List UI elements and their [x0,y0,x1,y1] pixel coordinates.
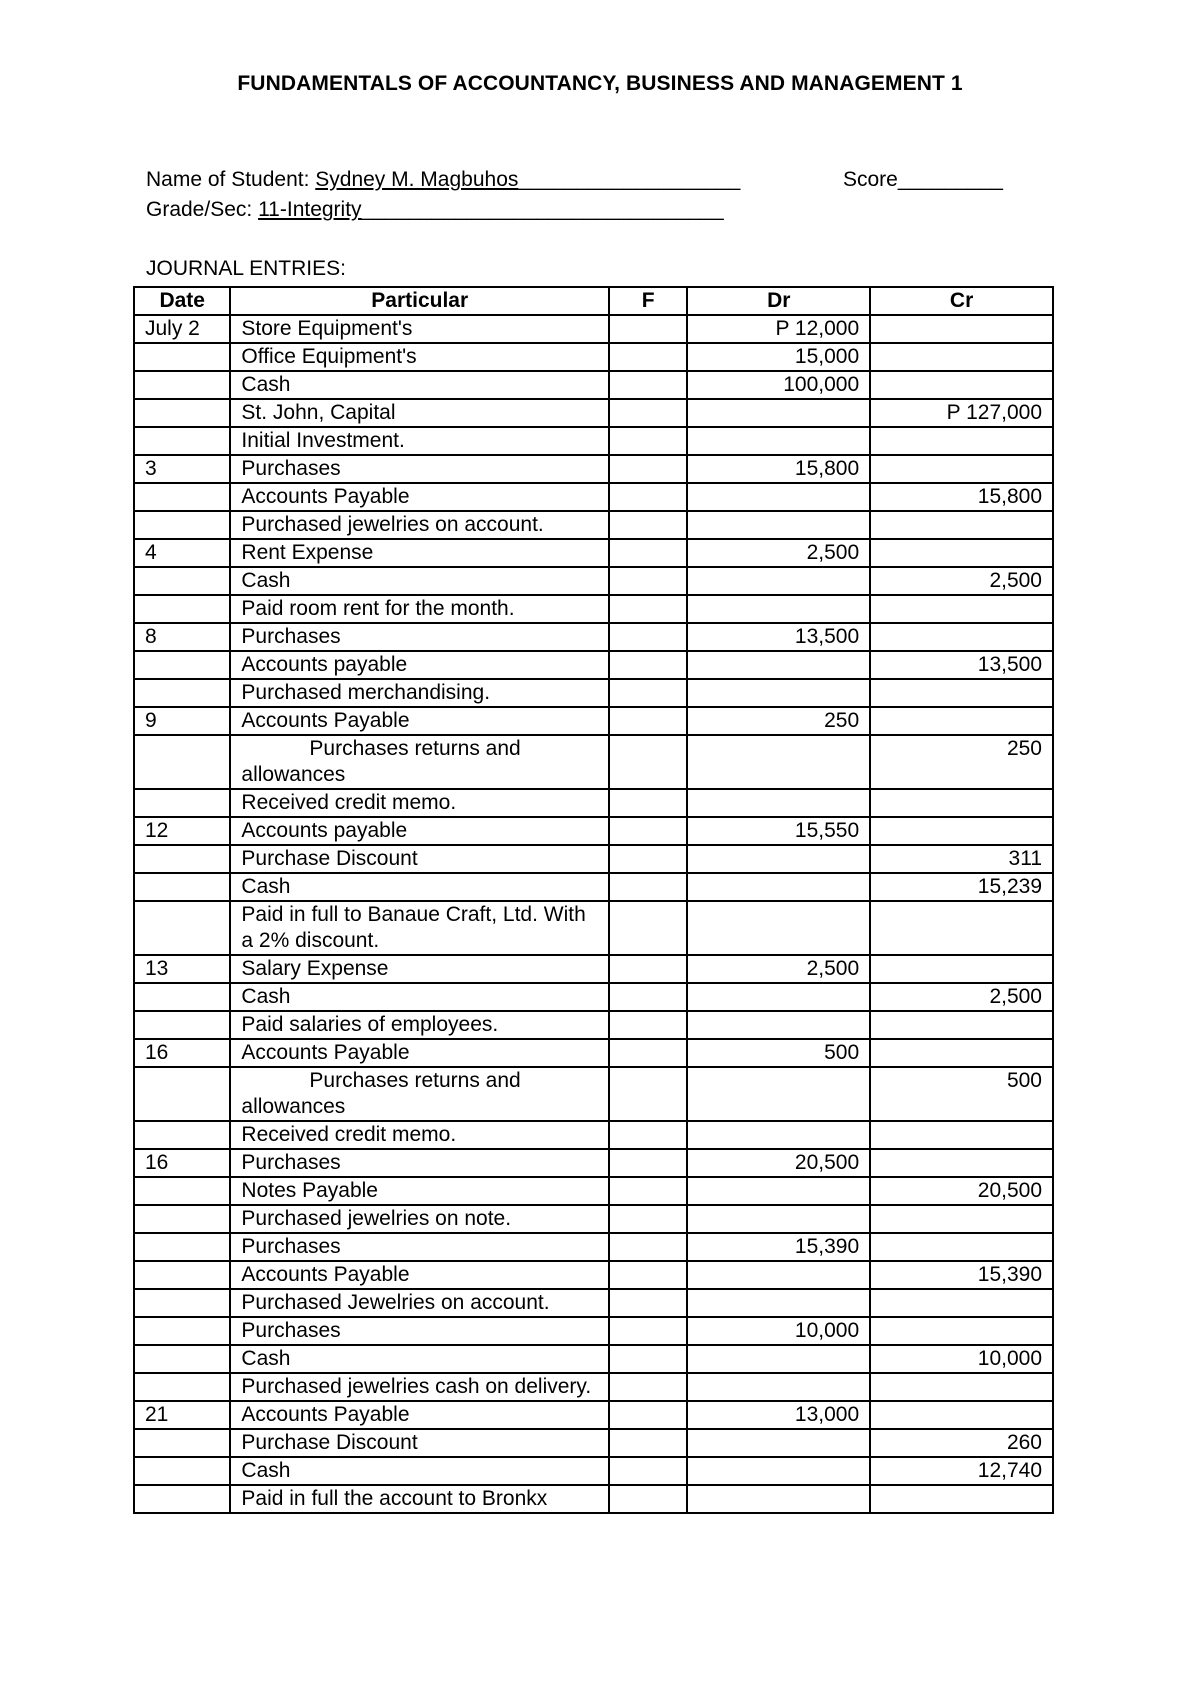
table-row [134,1067,1053,1121]
table-row [134,1345,1053,1373]
debit-cell: 250 [687,707,870,735]
date-cell: 12 [134,817,230,845]
table-row [134,955,1053,983]
date-cell [134,371,230,399]
date-cell: 16 [134,1149,230,1177]
folio-cell [609,1485,687,1513]
debit-cell [687,1121,870,1149]
debit-cell [687,789,870,817]
column-header-date: Date [134,287,230,315]
journal-entries-label: JOURNAL ENTRIES: [146,257,346,280]
debit-cell [687,901,870,955]
credit-cell [870,595,1053,623]
debit-cell [687,1485,870,1513]
debit-cell: P 12,000 [687,315,870,343]
folio-cell [609,789,687,817]
particular-cell: Purchases [230,1317,609,1345]
debit-cell: 13,000 [687,1401,870,1429]
score-label: Score [843,168,898,191]
debit-cell: 100,000 [687,371,870,399]
folio-cell [609,1317,687,1345]
date-cell: 8 [134,623,230,651]
folio-cell [609,1205,687,1233]
particular-cell: Cash [230,1345,609,1373]
folio-cell [609,343,687,371]
table-row [134,1429,1053,1457]
credit-cell: 15,239 [870,873,1053,901]
table-row [134,595,1053,623]
credit-cell: 2,500 [870,983,1053,1011]
folio-cell [609,1457,687,1485]
folio-cell [609,735,687,789]
debit-cell [687,1177,870,1205]
folio-cell [609,1011,687,1039]
date-cell [134,1067,230,1121]
folio-cell [609,1401,687,1429]
particular-cell: Paid in full to Banaue Craft, Ltd. With a 2% discount. [230,901,609,955]
credit-cell: 10,000 [870,1345,1053,1373]
particular-cell: Cash [230,371,609,399]
column-header-cr: Cr [870,287,1053,315]
table-row [134,983,1053,1011]
credit-cell: 260 [870,1429,1053,1457]
date-cell [134,735,230,789]
date-cell [134,679,230,707]
table-row [134,371,1053,399]
date-cell [134,1177,230,1205]
date-cell [134,483,230,511]
date-cell [134,1429,230,1457]
grade-section-line [146,198,724,222]
grade-label: Grade/Sec: [146,198,259,221]
table-row [134,1485,1053,1513]
credit-cell [870,1233,1053,1261]
credit-cell [870,817,1053,845]
date-cell [134,1121,230,1149]
table-row [134,1177,1053,1205]
particular-cell: Purchased jewelries on account. [230,511,609,539]
folio-cell [609,983,687,1011]
credit-cell: 13,500 [870,651,1053,679]
debit-cell [687,483,870,511]
date-cell [134,1373,230,1401]
date-cell [134,595,230,623]
particular-cell: Paid in full the account to Bronkx [230,1485,609,1513]
table-row [134,817,1053,845]
particular-cell: Purchases [230,1149,609,1177]
document-title: FUNDAMENTALS OF ACCOUNTANCY, BUSINESS AND MANAGEMENT 1 [237,72,963,95]
credit-cell [870,1485,1053,1513]
folio-cell [609,567,687,595]
debit-cell [687,1345,870,1373]
grade-blank: _______________________________ [361,198,724,221]
table-row [134,511,1053,539]
folio-cell [609,873,687,901]
particular-cell: Rent Expense [230,539,609,567]
credit-cell [870,1373,1053,1401]
table-row [134,539,1053,567]
folio-cell [609,511,687,539]
particular-cell: Purchased merchandising. [230,679,609,707]
table-row [134,1401,1053,1429]
date-cell: July 2 [134,315,230,343]
particular-cell: Accounts Payable [230,1039,609,1067]
folio-cell [609,955,687,983]
credit-cell [870,371,1053,399]
credit-cell [870,1149,1053,1177]
credit-cell [870,1317,1053,1345]
student-name-line [146,168,740,192]
table-row [134,1289,1053,1317]
debit-cell [687,651,870,679]
particular-cell: Received credit memo. [230,789,609,817]
date-cell [134,343,230,371]
table-row [134,735,1053,789]
credit-cell [870,343,1053,371]
credit-cell [870,1401,1053,1429]
debit-cell: 2,500 [687,955,870,983]
folio-cell [609,1345,687,1373]
date-cell [134,873,230,901]
debit-cell [687,1289,870,1317]
particular-cell: Paid salaries of employees. [230,1011,609,1039]
date-cell [134,511,230,539]
credit-cell [870,539,1053,567]
debit-cell [687,1067,870,1121]
date-cell: 21 [134,1401,230,1429]
table-row [134,483,1053,511]
particular-cell: Cash [230,983,609,1011]
folio-cell [609,595,687,623]
folio-cell [609,483,687,511]
particular-cell: Cash [230,873,609,901]
debit-cell [687,1261,870,1289]
particular-cell: Initial Investment. [230,427,609,455]
folio-cell [609,845,687,873]
table-row [134,1457,1053,1485]
particular-cell: Cash [230,567,609,595]
date-cell: 4 [134,539,230,567]
debit-cell [687,1429,870,1457]
debit-cell [687,567,870,595]
particular-cell: Paid room rent for the month. [230,595,609,623]
debit-cell: 20,500 [687,1149,870,1177]
date-cell: 16 [134,1039,230,1067]
particular-cell: Purchase Discount [230,845,609,873]
folio-cell [609,455,687,483]
credit-cell [870,1011,1053,1039]
particular-cell: Accounts Payable [230,1261,609,1289]
table-row [134,901,1053,955]
debit-cell [687,511,870,539]
credit-cell: P 127,000 [870,399,1053,427]
table-row [134,1261,1053,1289]
date-cell [134,427,230,455]
debit-cell: 13,500 [687,623,870,651]
credit-cell [870,789,1053,817]
particular-cell: Purchased jewelries cash on delivery. [230,1373,609,1401]
table-row [134,567,1053,595]
particular-cell: Purchase Discount [230,1429,609,1457]
table-row [134,399,1053,427]
table-row [134,455,1053,483]
folio-cell [609,901,687,955]
credit-cell: 2,500 [870,567,1053,595]
credit-cell: 12,740 [870,1457,1053,1485]
table-row [134,1039,1053,1067]
student-name-label: Name of Student: [146,168,316,191]
table-row [134,1373,1053,1401]
date-cell [134,1233,230,1261]
date-cell: 9 [134,707,230,735]
date-cell: 3 [134,455,230,483]
credit-cell [870,1205,1053,1233]
table-row [134,707,1053,735]
particular-cell: Cash [230,1457,609,1485]
table-row [134,343,1053,371]
folio-cell [609,1373,687,1401]
folio-cell [609,1177,687,1205]
table-row [134,1317,1053,1345]
column-header-particular: Particular [230,287,609,315]
table-row [134,651,1053,679]
folio-cell [609,1429,687,1457]
particular-cell: Accounts Payable [230,707,609,735]
particular-cell: Accounts payable [230,651,609,679]
credit-cell: 15,390 [870,1261,1053,1289]
credit-cell [870,1039,1053,1067]
student-name-blank: ___________________ [518,168,741,191]
student-name-value: Sydney M. Magbuhos [315,168,519,191]
debit-cell [687,679,870,707]
debit-cell [687,873,870,901]
debit-cell: 2,500 [687,539,870,567]
debit-cell [687,427,870,455]
debit-cell [687,983,870,1011]
particular-cell: St. John, Capital [230,399,609,427]
date-cell [134,901,230,955]
debit-cell [687,595,870,623]
table-row [134,427,1053,455]
folio-cell [609,651,687,679]
debit-cell: 500 [687,1039,870,1067]
table-row [134,845,1053,873]
credit-cell: 20,500 [870,1177,1053,1205]
folio-cell [609,539,687,567]
credit-cell [870,455,1053,483]
debit-cell [687,399,870,427]
particular-cell: Purchases returns and allowances [230,735,609,789]
date-cell [134,1457,230,1485]
column-header-dr: Dr [687,287,870,315]
particular-cell: Accounts payable [230,817,609,845]
credit-cell [870,623,1053,651]
folio-cell [609,371,687,399]
table-row [134,1149,1053,1177]
debit-cell [687,845,870,873]
table-row [134,1205,1053,1233]
grade-value: 11-Integrity [258,198,362,221]
folio-cell [609,399,687,427]
credit-cell: 250 [870,735,1053,789]
date-cell [134,1289,230,1317]
table-row [134,1233,1053,1261]
column-header-f: F [609,287,687,315]
date-cell: 13 [134,955,230,983]
journal-body [134,315,1053,1513]
date-cell [134,1345,230,1373]
date-cell [134,1205,230,1233]
particular-cell: Purchases [230,623,609,651]
date-cell [134,1011,230,1039]
folio-cell [609,1039,687,1067]
table-row [134,315,1053,343]
table-row [134,679,1053,707]
debit-cell: 15,800 [687,455,870,483]
table-row [134,789,1053,817]
debit-cell [687,1011,870,1039]
credit-cell: 15,800 [870,483,1053,511]
credit-cell [870,511,1053,539]
date-cell [134,845,230,873]
particular-cell: Purchased jewelries on note. [230,1205,609,1233]
credit-cell [870,315,1053,343]
credit-cell [870,679,1053,707]
folio-cell [609,623,687,651]
table-row [134,623,1053,651]
debit-cell: 15,390 [687,1233,870,1261]
particular-cell: Notes Payable [230,1177,609,1205]
table-row [134,1121,1053,1149]
particular-cell: Purchases [230,1233,609,1261]
debit-cell: 10,000 [687,1317,870,1345]
folio-cell [609,707,687,735]
credit-cell [870,1121,1053,1149]
folio-cell [609,1067,687,1121]
particular-cell: Accounts Payable [230,483,609,511]
folio-cell [609,817,687,845]
date-cell [134,399,230,427]
folio-cell [609,427,687,455]
particular-cell: Received credit memo. [230,1121,609,1149]
debit-cell [687,1373,870,1401]
date-cell [134,789,230,817]
particular-cell: Office Equipment's [230,343,609,371]
debit-cell [687,1205,870,1233]
debit-cell [687,735,870,789]
particular-cell: Purchases [230,455,609,483]
folio-cell [609,679,687,707]
score-line [843,168,1003,192]
date-cell [134,1317,230,1345]
date-cell [134,651,230,679]
folio-cell [609,1149,687,1177]
particular-cell: Accounts Payable [230,1401,609,1429]
debit-cell: 15,000 [687,343,870,371]
credit-cell: 500 [870,1067,1053,1121]
date-cell [134,567,230,595]
date-cell [134,1485,230,1513]
credit-cell [870,955,1053,983]
particular-cell: Purchases returns and allowances [230,1067,609,1121]
folio-cell [609,1121,687,1149]
date-cell [134,1261,230,1289]
folio-cell [609,1233,687,1261]
folio-cell [609,315,687,343]
particular-cell: Salary Expense [230,955,609,983]
table-row [134,1011,1053,1039]
debit-cell [687,1457,870,1485]
credit-cell [870,707,1053,735]
folio-cell [609,1289,687,1317]
particular-cell: Purchased Jewelries on account. [230,1289,609,1317]
debit-cell: 15,550 [687,817,870,845]
table-row [134,873,1053,901]
date-cell [134,983,230,1011]
journal-table [133,286,1054,1514]
credit-cell: 311 [870,845,1053,873]
table-header-row [134,287,1053,315]
folio-cell [609,1261,687,1289]
particular-cell: Store Equipment's [230,315,609,343]
credit-cell [870,901,1053,955]
credit-cell [870,427,1053,455]
credit-cell [870,1289,1053,1317]
score-blank: _________ [897,168,1003,191]
